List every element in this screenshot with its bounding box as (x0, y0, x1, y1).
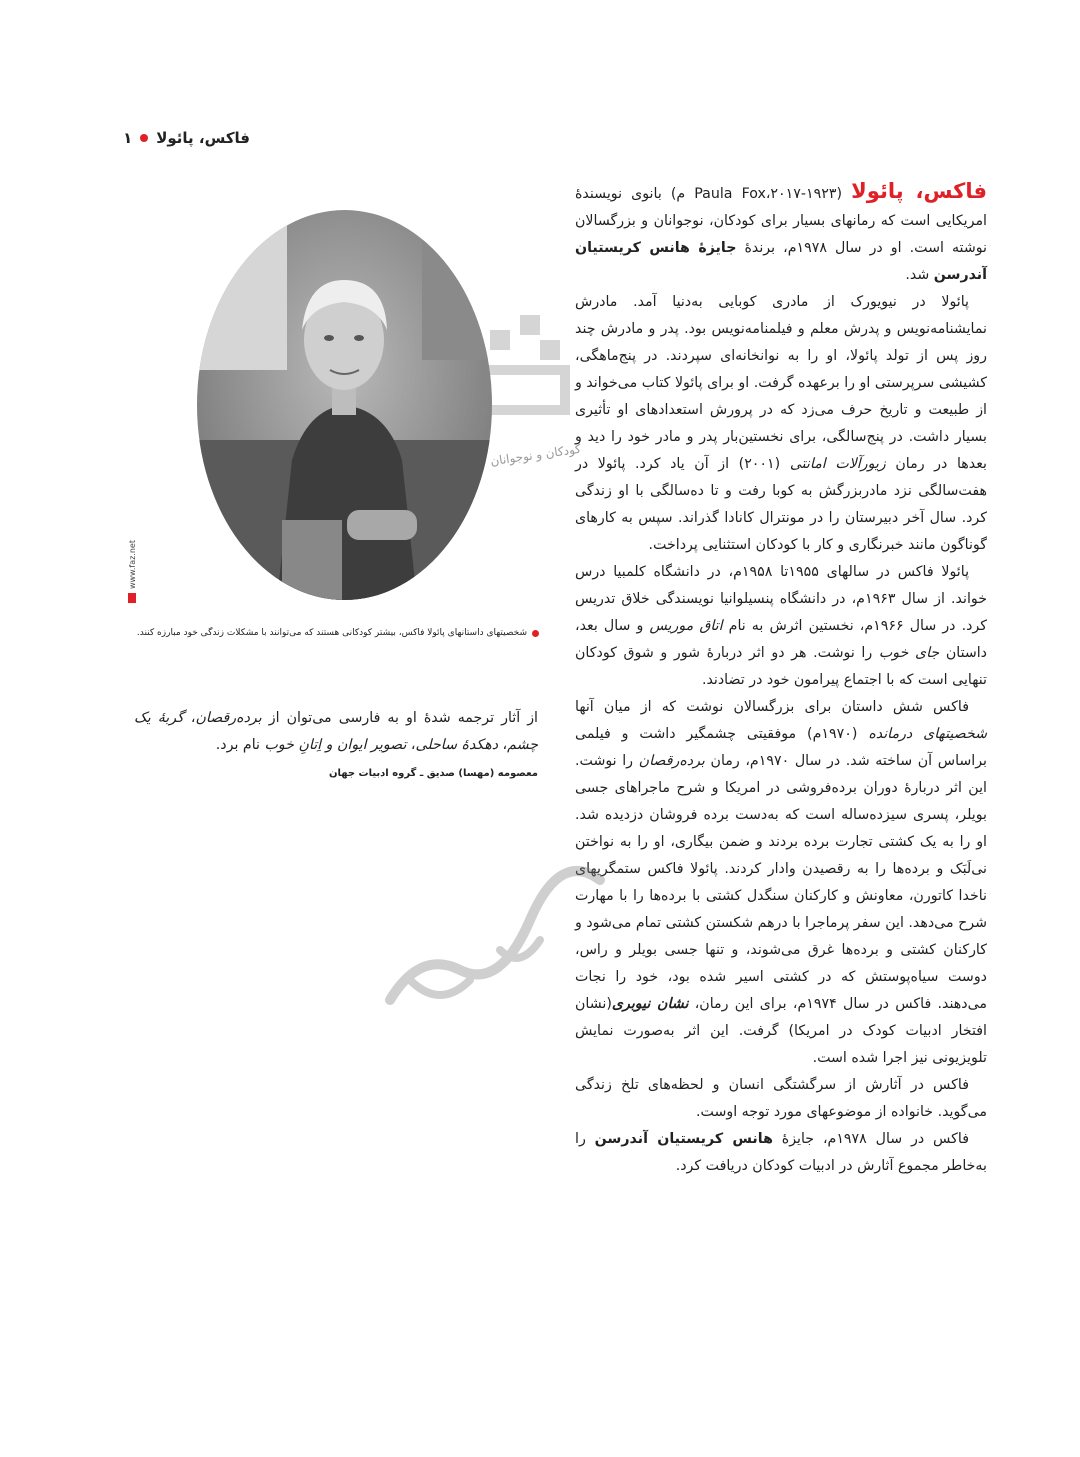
book-title: جای خوب (878, 645, 940, 661)
header-title: فاکس، پائولا (156, 129, 250, 147)
themes-paragraph: فاکس در آثارش از سرگشتگی انسان و لحظه‌های تلخ زندگی می‌گوید. خانواده از موضوعهای مورد توجه اوست. (575, 1077, 987, 1120)
book-title: شخصیتهای درمانده (868, 726, 988, 742)
entry-title: فاکس، پائولا (851, 179, 988, 203)
watermark-caption: کودکان و نوجوانان (489, 441, 582, 469)
award-paragraph: فاکس در سال ۱۹۷۸م، جایزهٔ هانس کریستیان آندرسن را به‌خاطر مجموع آثارش در ادبیات کودکان دریافت کرد. (575, 1131, 987, 1174)
article-author: معصومه (مهسا) صدیق ـ گروه ادبیات جهان (328, 768, 538, 779)
award-name: هانس کریستیان آندرسن (594, 1131, 773, 1147)
running-header (120, 126, 250, 150)
photo-credit: www.faz.net (128, 540, 137, 603)
author-portrait (197, 210, 492, 600)
award-name: نشان نیوبری (611, 996, 689, 1012)
page-number: ۱ (123, 129, 133, 147)
watermark-logo-icon (480, 310, 570, 420)
career-paragraph: پائولا فاکس در سالهای ۱۹۵۵تا ۱۹۵۸م، در دانشگاه کلمبیا درس خواند. از سال ۱۹۶۳م، در دانشگاه پنسیلوانیا نویسندگی خلاق تدریس کرد. در سال ۱۹۶۶م، نخستین اثرش به نام اتاق موریس و سال بعد، داستان جای خوب را نوشت. هر دو اثر دربارهٔ شور و شوق کودکان تنهایی است که با اجتماع پیرامون خود در تضادند. (575, 564, 987, 688)
article-body (575, 178, 987, 1180)
book-title: گربهٔ یک چشم (134, 710, 538, 753)
watermark-script (380, 860, 610, 1020)
biography-paragraph: پائولا در نیویورک از مادری کوبایی به‌دنیا آمد. مادرش نمایشنامه‌نویس و پدرش معلم و فیلمنامه‌نویس بود. پدر و مادرش چند روز پس از تولد پائولا، او را به نوانخانه‌ای سپردند. در پنج‌ماهگی، کشیشی سرپرستی او را برعهده گرفت. او برای پائولا کتاب می‌خواند و از طبیعت و تاریخ حرف می‌زد که در پرورش استعدادهای او تأثیری بسیار داشت. در پنج‌سالگی، برای نخستین‌بار پدر و مادر خود را دید و بعدها در رمان زیورآلات امانتی (۲۰۰۱) از آن یاد کرد. پائولا در هفت‌سالگی نزد مادربزرگش به کوبا رفت و تا ده‌سالگی با او زندگی کرد. سال آخر دبیرستان را در مونترال کانادا گذراند. سپس به کارهای گوناگون مانند خبرنگاری و کار با کودکان استثنایی پرداخت. (574, 294, 987, 553)
header-bullet (140, 134, 148, 142)
book-title: برده‌رقصان (195, 710, 262, 726)
intro-paragraph: فاکس، پائولا (Paula Fox،۲۰۱۷-۱۹۲۳ م) بانوی نویسندهٔ امریکایی است که رمانهای بسیار برای کودکان، نوجوانان و بزرگسالان نوشته است. او در سال ۱۹۷۸م، برندهٔ جایزهٔ هانس کریستیان آندرسن شد. (575, 179, 988, 283)
book-title: برده‌رقصان (638, 753, 705, 769)
book-title: تصویر ایوان و اِتانِ خوب (264, 737, 407, 753)
credit-logo-icon (129, 593, 137, 603)
translated-works: از آثار ترجمه شدهٔ او به فارسی می‌توان از برده‌رقصان، گربهٔ یک چشم، دهکدهٔ ساحلی، تصویر ایوان و اِتانِ خوب نام برد. (134, 710, 539, 753)
book-title: اتاق موریس (649, 618, 723, 634)
award-name: جایزهٔ هانس کریستیان آندرسن (575, 240, 987, 283)
caption-bullet (532, 630, 539, 637)
book-title: دهکدهٔ ساحلی (415, 737, 499, 753)
book-title: زیورآلات امانتی (789, 456, 886, 472)
works-paragraph: فاکس شش داستان برای بزرگسالان نوشت که از میان آنها شخصیتهای درمانده (۱۹۷۰م) موفقیتی چشمگیر داشت و فیلمی براساس آن ساخته شد. در سال ۱۹۷۰م، رمان برده‌رقصان را نوشت. این اثر دربارهٔ دوران برده‌فروشی در امریکا و شرح ماجراهای جسی بویلر، پسری سیزده‌ساله است که به‌دست برده فروشان دزدیده شد. او را به یک کشتی تجارت برده بردند و ضمن بیگاری، او را به نواختن نی‌لَبَک و برده‌ها را به رقصیدن وادار کردند. پائولا فاکس ستمگریهای ناخدا کاتورن، معاونش و کارکنان سنگدل کشتی با برده‌ها را با مهارت شرح می‌دهد. این سفر پرماجرا با درهم شکستن کشتی تمام می‌شود و کارکنان کشتی و برده‌ها غرق می‌شوند، و تنها جسی بویلر و راس، دوست سیاه‌پوستش که در کشتی اسیر شده بود، خود را نجات می‌دهند. فاکس در سال ۱۹۷۴م، برای این رمان، نشان نیوبری(نشان افتخار ادبیات کودک در امریکا) گرفت. این اثر به‌صورت نمایش تلویزیونی نیز اجرا شده است. (575, 699, 988, 1066)
figure-caption: شخصیتهای داستانهای پائولا فاکس، بیشتر کودکانی هستند که می‌توانند با مشکلات زندگی خود مبارزه کنند. (134, 628, 539, 638)
